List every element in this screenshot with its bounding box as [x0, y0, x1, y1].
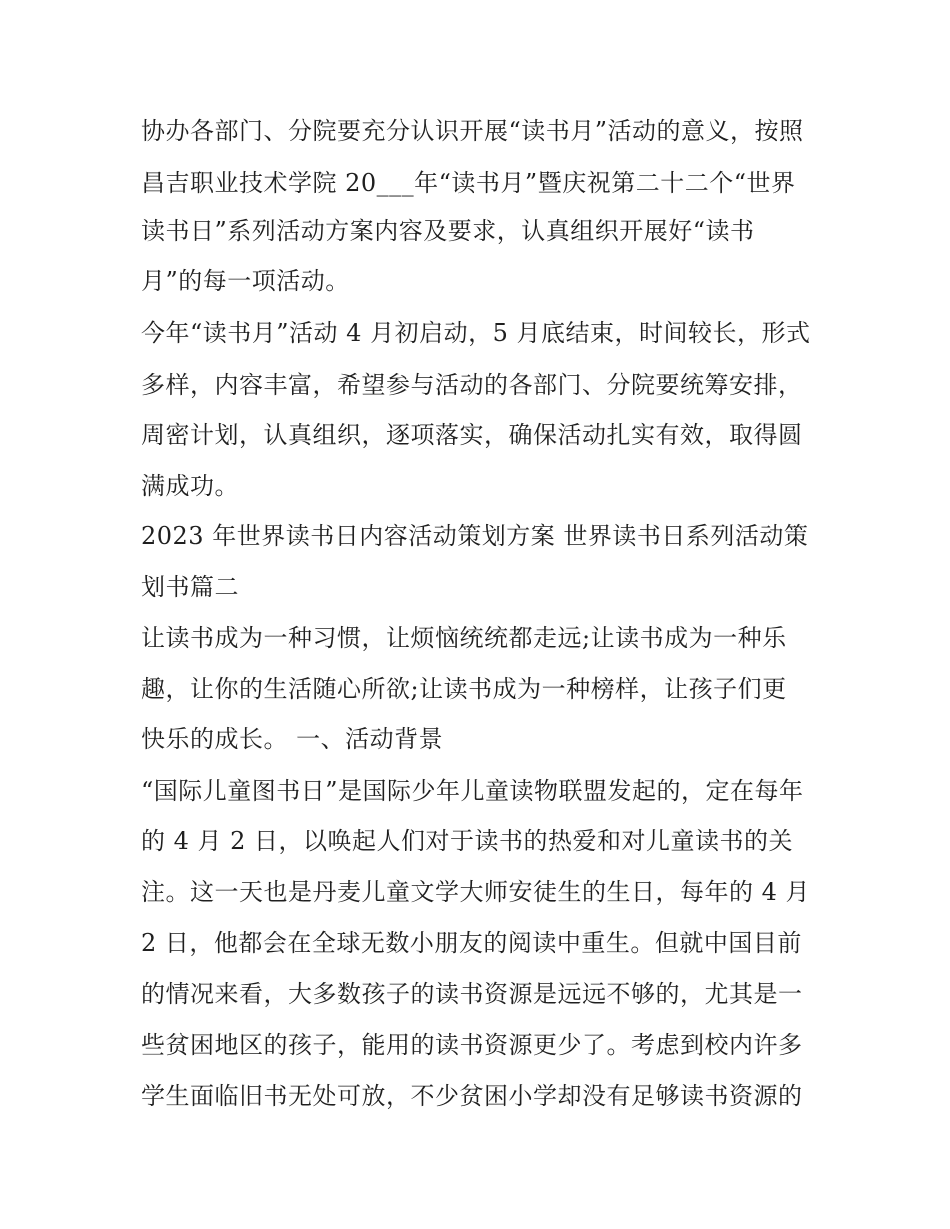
text-line: 学生面临旧书无处可放，不少贫困小学却没有足够读书资源的 — [141, 1082, 803, 1110]
text-line: 的情况来看，大多数孩子的读书资源是远远不够的，尤其是一 — [141, 980, 803, 1008]
text-line: 今年“读书月”活动 4 月初启动，5 月底结束，时间较长，形式 — [141, 319, 811, 347]
text-line: 些贫困地区的孩子，能用的读书资源更少了。考虑到校内许多 — [141, 1031, 803, 1059]
text-line: 多样，内容丰富，希望参与活动的各部门、分院要统筹安排， — [141, 371, 803, 399]
text-line: 让读书成为一种习惯，让烦恼统统都走远;让读书成为一种乐 — [141, 624, 787, 652]
text-line: 趣，让你的生活随心所欲;让读书成为一种榜样，让孩子们更 — [141, 675, 787, 703]
section-heading: 2023 年世界读书日内容活动策划方案 世界读书日系列活动策 — [141, 522, 809, 550]
text-line: 月”的每一项活动。 — [141, 267, 350, 295]
text-line: 满成功。 — [141, 472, 239, 500]
text-line: 快乐的成长。 一、活动背景 — [141, 725, 444, 753]
text-line: 2 日，他都会在全球无数小朋友的阅读中重生。但就中国目前 — [141, 929, 802, 957]
text-line: 协办各部门、分院要充分认识开展“读书月”活动的意义，按照 — [141, 117, 804, 145]
section-heading: 划书篇二 — [141, 573, 239, 601]
text-line: “国际儿童图书日”是国际少年儿童读物联盟发起的，定在每年 — [141, 777, 804, 805]
text-line: 的 4 月 2 日，以唤起人们对于读书的热爱和对儿童读书的关 — [141, 827, 794, 855]
text-line: 读书日”系列活动方案内容及要求，认真组织开展好“读书 — [141, 217, 755, 245]
text-line: 注。这一天也是丹麦儿童文学大师安徒生的生日，每年的 4 月 — [141, 878, 811, 906]
text-line: 周密计划，认真组织，逐项落实，确保活动扎实有效，取得圆 — [141, 421, 803, 449]
text-line: 昌吉职业技术学院 20___年“读书月”暨庆祝第二十二个“世界 — [141, 169, 796, 197]
